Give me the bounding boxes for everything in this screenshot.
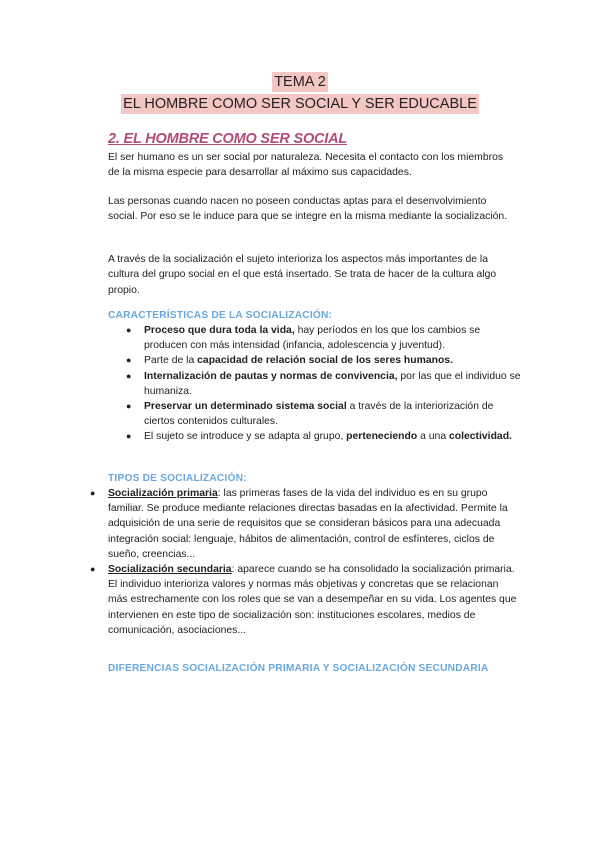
diferencias-heading: DIFERENCIAS SOCIALIZACIÓN PRIMARIA Y SOCIALIZACIÓN SECUNDARIA bbox=[108, 663, 489, 674]
paragraph-3: A través de la socialización el sujeto interioriza los aspectos más importantes de la cultura del grupo social en el que está insertado. Se trata de hacer de la cultura algo propio. bbox=[108, 254, 497, 296]
list-item: ● Parte de la capacidad de relación social de los seres humanos. bbox=[126, 353, 521, 368]
list-item: ● Proceso que dura toda la vida, hay períodos en los que los cambios se producen con más intensidad (infancia, adolescencia y juventud). bbox=[126, 325, 481, 352]
bullet-icon: ● bbox=[90, 488, 96, 498]
bullet-icon: ● bbox=[126, 370, 132, 381]
caracteristicas-list bbox=[126, 323, 521, 445]
topic-number: TEMA 2 bbox=[274, 74, 326, 90]
list-item: ● Socialización primaria: las primeras fases de la vida del individuo es en su grupo familiar. Se produce mediante relaciones directas basadas en la afectividad. Permite la adquisición de una serie de requisitos que se consideran básicos para una adecuada integración social: lenguaje, hábitos de alimentación, control de esfínteres, ciclos de sueño, creencias... bbox=[90, 488, 508, 560]
title-block bbox=[0, 72, 600, 114]
paragraph-2: Las personas cuando nacen no poseen conductas aptas para el desenvolvimiento social. Por eso se le induce para que se integre en la misma mediante la socialización. bbox=[108, 196, 508, 223]
bullet-icon: ● bbox=[126, 355, 132, 366]
bullet-icon: ● bbox=[90, 564, 96, 575]
tipos-heading: TIPOS DE SOCIALIZACIÓN: bbox=[108, 473, 247, 484]
list-item: ● Internalización de pautas y normas de convivencia, por las que el individuo se humaniza. bbox=[126, 370, 521, 397]
bullet-icon: ● bbox=[126, 401, 132, 412]
section-heading: 2. EL HOMBRE COMO SER SOCIAL bbox=[108, 131, 348, 147]
bullet-icon: ● bbox=[126, 431, 132, 442]
caracteristicas-heading: CARACTERÍSTICAS DE LA SOCIALIZACIÓN: bbox=[108, 310, 333, 321]
list-item: ● Socialización secundaria: aparece cuando se ha consolidado la socialización primaria. El individuo interioriza valores y normas más objetivas y concretas que se relacionan más estrechamente con los roles que se van a desempeñar en su vida. Los agentes que intervienen en este tipo de socialización son: instituciones escolares, medios de comunicación, asociaciones... bbox=[90, 564, 517, 636]
bullet-icon: ● bbox=[126, 325, 132, 335]
list-item: ● El sujeto se introduce y se adapta al grupo, perteneciendo a una colectividad. bbox=[126, 429, 521, 444]
tipos-list bbox=[90, 486, 520, 638]
list-item: ● Preservar un determinado sistema social a través de la interiorización de ciertos contenidos culturales. bbox=[126, 401, 494, 428]
topic-title: EL HOMBRE COMO SER SOCIAL Y SER EDUCABLE bbox=[123, 96, 477, 112]
paragraph-1: El ser humano es un ser social por naturaleza. Necesita el contacto con los miembros de la misma especie para desarrollar al máximo sus capacidades. bbox=[108, 152, 504, 179]
